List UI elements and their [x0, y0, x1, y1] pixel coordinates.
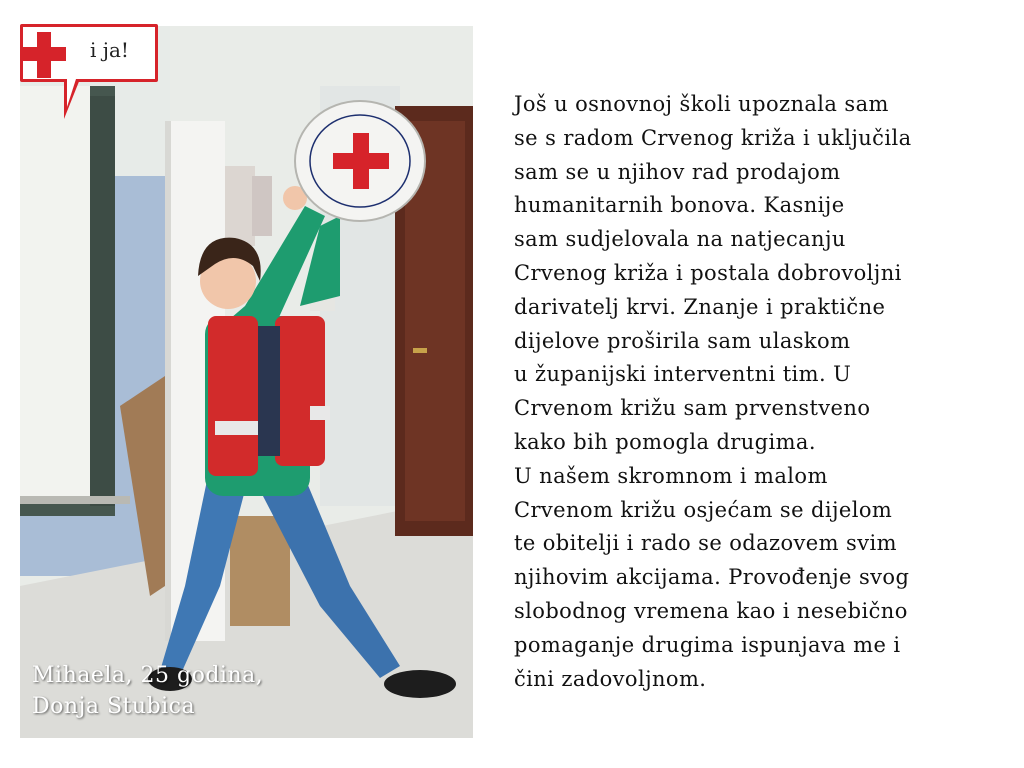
- story-line: se s radom Crvenog križa i uključila: [514, 125, 912, 150]
- story-line: humanitarnih bonova. Kasnije: [514, 193, 845, 218]
- story-line: darivatelj krvi. Znanje i praktične: [514, 294, 886, 319]
- story-line: čini zadovoljnom.: [514, 666, 707, 691]
- photo-caption: [32, 660, 263, 722]
- story-line: Crvenom križu sam prvenstveno: [514, 396, 871, 421]
- story-line: dijelove proširila sam ulaskom: [514, 328, 851, 353]
- story-line: sam se u njihov rad prodajom: [514, 159, 841, 184]
- story-line: Crvenog križa i postala dobrovoljni: [514, 260, 902, 285]
- story-line: Crvenom križu osjećam se dijelom: [514, 497, 893, 522]
- story-line: kako bih pomogla drugima.: [514, 429, 816, 454]
- story-line: U našem skromnom i malom: [514, 463, 828, 488]
- volunteer-photo: [20, 26, 473, 738]
- story-line: Još u osnovnoj školi upoznala sam: [514, 92, 889, 116]
- story-line: u županijski interventni tim. U: [514, 362, 852, 387]
- story-line: pomaganje drugima ispunjava me i: [514, 632, 901, 657]
- story-line: njihovim akcijama. Provođenje svog: [514, 565, 910, 590]
- caption-line-1: Mihaela, 25 godina,: [32, 663, 264, 688]
- story-line: te obitelji i rado se odazovem svim: [514, 531, 897, 556]
- story-line: sam sudjelovala na natjecanju: [514, 227, 846, 252]
- story-text: [514, 88, 1014, 696]
- caption-line-2: Donja Stubica: [32, 694, 196, 719]
- logo-text: i ja!: [90, 38, 129, 62]
- story-line: slobodnog vremena kao i nesebično: [514, 598, 908, 623]
- red-cross-logo: [20, 24, 160, 119]
